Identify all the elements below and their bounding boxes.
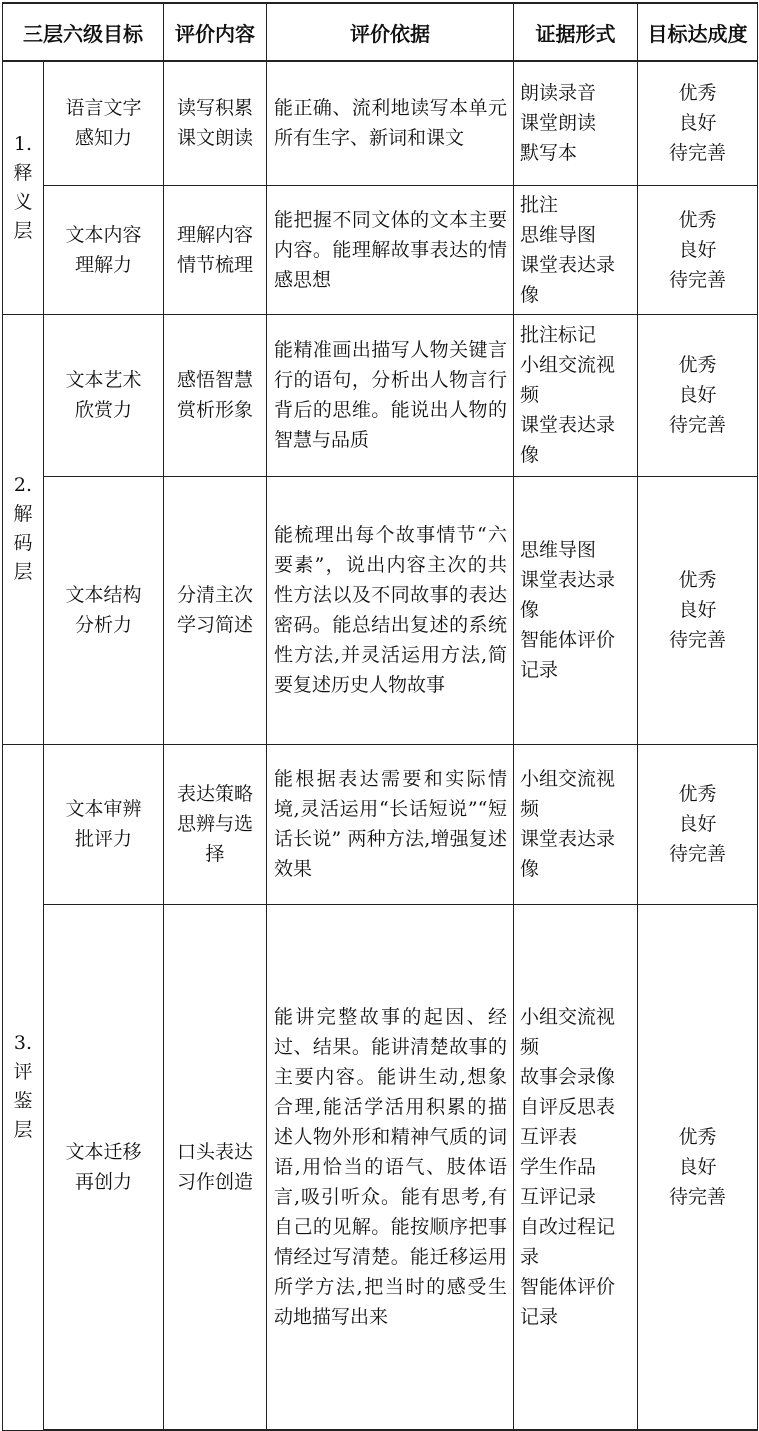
header-row <box>3 3 758 61</box>
evidence-item: 课堂朗读 <box>520 112 597 135</box>
layer-char: 义 <box>13 190 33 213</box>
content-cell <box>164 904 267 1430</box>
evidence-item: 课堂表达录像 <box>520 253 616 306</box>
level-item: 优秀 <box>678 1125 717 1148</box>
evidence-item: 智能体评价记录 <box>520 1275 616 1328</box>
header-content: 评价内容 <box>164 3 267 61</box>
table-row <box>3 61 758 185</box>
level-item: 待完善 <box>668 1185 726 1208</box>
evidence-cell <box>514 314 638 476</box>
basis-cell: 能正确、流利地读写本单元所有生字、新词和课文 <box>267 61 514 185</box>
goal-cell <box>44 744 164 904</box>
table-row <box>3 476 758 744</box>
level-item: 待完善 <box>668 629 726 651</box>
achievement-cell <box>638 744 758 904</box>
header-goal: 三层六级目标 <box>3 3 164 61</box>
evidence-item: 课堂表达录像 <box>520 414 616 466</box>
layer-char: 释 <box>13 161 33 184</box>
evidence-item: 小组交流视频 <box>520 354 616 406</box>
goal-line: 感知力 <box>74 127 132 150</box>
basis-cell: 能把握不同文体的文本主要内容。能理解故事表达的情感思想 <box>267 185 514 314</box>
goal-line: 批评力 <box>74 828 132 850</box>
evidence-item: 智能体评价记录 <box>520 629 616 681</box>
header-basis: 评价依据 <box>267 3 514 61</box>
evidence-item: 自改过程记录 <box>520 1215 616 1268</box>
layer-char: 评 <box>13 1061 33 1083</box>
evidence-item: 互评表 <box>520 1125 578 1148</box>
goal-line: 文本内容 <box>65 223 142 246</box>
level-item: 待完善 <box>668 414 726 436</box>
level-item: 良好 <box>678 112 717 135</box>
table-row <box>3 185 758 314</box>
evidence-cell <box>514 476 638 744</box>
content-cell <box>164 744 267 904</box>
evidence-item: 故事会录像 <box>520 1065 616 1088</box>
level-item: 待完善 <box>668 843 726 865</box>
level-item: 良好 <box>678 599 717 621</box>
content-line: 读写积累 <box>176 97 253 120</box>
goal-line: 文本迁移 <box>65 1140 142 1163</box>
evidence-item: 朗读录音 <box>520 82 597 105</box>
goal-cell <box>44 904 164 1430</box>
goal-cell <box>44 61 164 185</box>
goal-line: 语言文字 <box>65 97 142 120</box>
layer-cell <box>3 744 44 1430</box>
evidence-item: 学生作品 <box>520 1155 597 1178</box>
goal-line: 文本结构 <box>65 584 142 606</box>
evidence-item: 课堂表达录像 <box>520 828 616 880</box>
content-cell <box>164 476 267 744</box>
level-item: 良好 <box>678 813 717 835</box>
level-item: 优秀 <box>678 569 717 591</box>
evaluation-table <box>2 2 758 1431</box>
content-line: 赏析形象 <box>176 399 253 421</box>
layer-char: 层 <box>13 561 33 583</box>
level-item: 良好 <box>678 1155 717 1178</box>
goal-cell <box>44 185 164 314</box>
achievement-cell <box>638 314 758 476</box>
level-item: 良好 <box>678 238 717 261</box>
basis-cell: 能梳理出每个故事情节“六要素”，说出内容主次的共性方法以及不同故事的表达密码。能总结出复述的系统性方法,并灵活运用方法,简要复述历史人物故事 <box>267 476 514 744</box>
content-cell <box>164 314 267 476</box>
achievement-cell <box>638 61 758 185</box>
content-line: 课文朗读 <box>176 127 253 150</box>
basis-cell: 能精准画出描写人物关键言行的语句，分析出人物言行背后的思维。能说出人物的智慧与品质 <box>267 314 514 476</box>
goal-line: 分析力 <box>74 614 132 636</box>
evidence-cell <box>514 61 638 185</box>
level-item: 优秀 <box>678 82 717 105</box>
evidence-item: 批注 <box>520 193 559 216</box>
content-line: 情节梳理 <box>176 253 253 276</box>
layer-char: 层 <box>13 219 33 242</box>
goal-cell <box>44 314 164 476</box>
content-line: 分清主次 <box>176 584 253 606</box>
evidence-cell <box>514 744 638 904</box>
content-cell <box>164 185 267 314</box>
basis-cell: 能讲完整故事的起因、经过、结果。能讲清楚故事的主要内容。能讲生动,想象合理,能活学活用积累的描述人物外形和精神气质的词语,用恰当的语气、肢体语言,吸引听众。能有思考,有自己的见解。能按顺序把事情经过写清楚。能迁移运用所学方法,把当时的感受生动地描写出来 <box>267 904 514 1430</box>
level-item: 优秀 <box>678 208 717 231</box>
goal-line: 欣赏力 <box>74 399 132 421</box>
evidence-item: 课堂表达录像 <box>520 569 616 621</box>
content-line: 表达策略 <box>176 783 253 805</box>
content-line: 思辨与选择 <box>176 813 253 865</box>
achievement-cell <box>638 476 758 744</box>
achievement-cell <box>638 904 758 1430</box>
evidence-item: 批注标记 <box>520 324 597 346</box>
content-line: 学习简述 <box>176 614 253 636</box>
goal-cell <box>44 476 164 744</box>
content-line: 习作创造 <box>176 1170 253 1193</box>
evidence-item: 自评反思表 <box>520 1095 616 1118</box>
layer-char: 层 <box>13 1119 33 1141</box>
goal-line: 理解力 <box>74 253 132 276</box>
layer-number: 1. <box>13 132 33 155</box>
header-evidence: 证据形式 <box>514 3 638 61</box>
basis-cell: 能根据表达需要和实际情境,灵活运用“长话短说”“短话长说” 两种方法,增强复述效果 <box>267 744 514 904</box>
level-item: 待完善 <box>668 142 726 165</box>
content-line: 口头表达 <box>176 1140 253 1163</box>
evidence-cell <box>514 185 638 314</box>
table-row <box>3 744 758 904</box>
layer-char: 码 <box>13 532 33 554</box>
evidence-item: 互评记录 <box>520 1185 597 1208</box>
evidence-cell <box>514 904 638 1430</box>
evidence-item: 小组交流视频 <box>520 1005 616 1058</box>
layer-char: 解 <box>13 503 33 525</box>
evidence-item: 默写本 <box>520 142 578 165</box>
evidence-item: 思维导图 <box>520 223 597 246</box>
content-cell <box>164 61 267 185</box>
content-line: 理解内容 <box>176 223 253 246</box>
content-line: 感悟智慧 <box>176 369 253 391</box>
level-item: 优秀 <box>678 354 717 376</box>
table-row <box>3 314 758 476</box>
level-item: 待完善 <box>668 268 726 291</box>
goal-line: 再创力 <box>74 1170 132 1193</box>
goal-line: 文本审辨 <box>65 798 142 820</box>
header-achievement: 目标达成度 <box>638 3 758 61</box>
layer-char: 鉴 <box>13 1090 33 1112</box>
layer-number: 3. <box>13 1032 33 1054</box>
goal-line: 文本艺术 <box>65 369 142 391</box>
evidence-item: 小组交流视频 <box>520 768 616 820</box>
evidence-item: 思维导图 <box>520 539 597 561</box>
layer-cell <box>3 314 44 744</box>
layer-number: 2. <box>13 474 33 496</box>
layer-cell <box>3 61 44 314</box>
table-row <box>3 904 758 1430</box>
achievement-cell <box>638 185 758 314</box>
level-item: 优秀 <box>678 783 717 805</box>
level-item: 良好 <box>678 384 717 406</box>
